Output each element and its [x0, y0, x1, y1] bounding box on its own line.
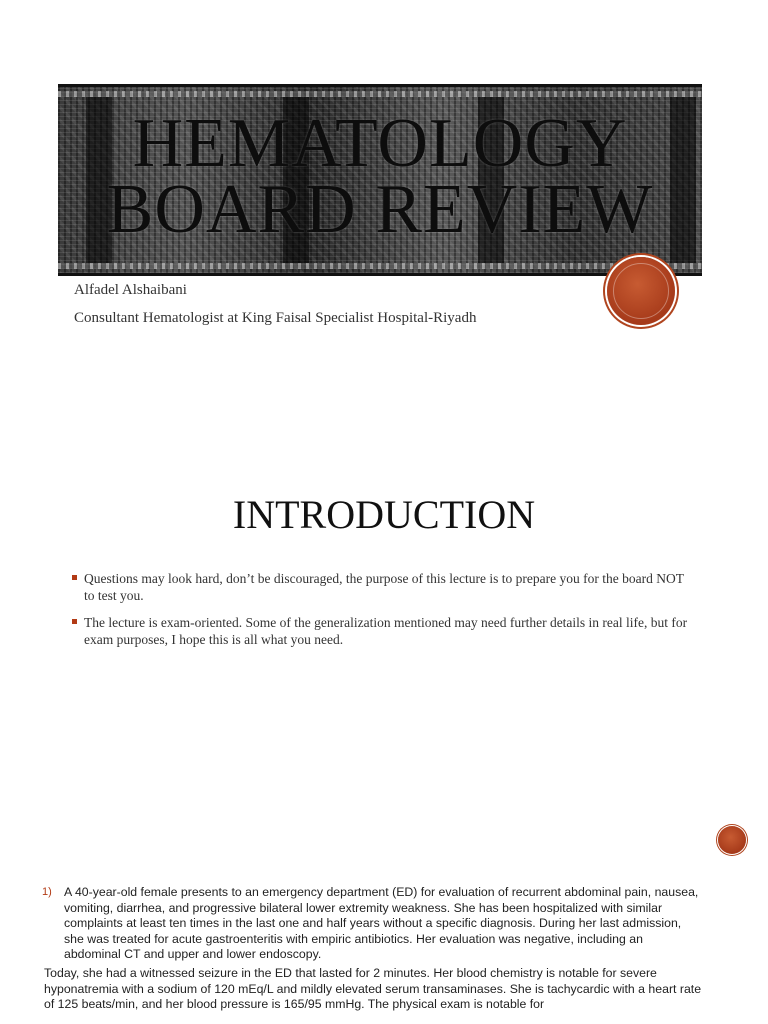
bullet-text: Questions may look hard, don’t be discouraged, the purpose of this lecture is to prepare you for the board NOT to test you.	[84, 571, 684, 603]
author-affiliation: Consultant Hematologist at King Faisal Specialist Hospital-Riyadh	[74, 310, 477, 326]
case-question	[42, 885, 702, 1013]
title-line-1: HEMATOLOGY	[132, 105, 628, 182]
author-name: Alfadel Alshaibani	[74, 282, 187, 298]
introduction-heading: INTRODUCTION	[232, 492, 536, 537]
decorative-circle-icon	[607, 257, 675, 325]
bullet-square-icon	[72, 575, 77, 580]
case-text-2: Today, she had a witnessed seizure in the ED that lasted for 2 minutes. Her blood chemistry is notable for severe hyponatremia with a sodium of 120 mEq/L and mildly elevated serum transaminases. She is tachycardic with a heart rate of 125 beats/min, and her blood pressure is 165/95 mmHg. The physical exam is notable for	[44, 965, 702, 1012]
title-banner	[58, 84, 702, 276]
introduction-bullet-list	[72, 570, 692, 658]
presentation-title	[58, 105, 702, 248]
list-item	[72, 570, 692, 604]
case-text-1: A 40-year-old female presents to an emergency department (ED) for evaluation of recurrent abdominal pain, nausea, vomiting, diarrhea, and progressive bilateral lower extremity weakness. She has been hospitalized with similar complaints at least ten times in the last one and half years without a specific diagnosis. During her last admission, she was treated for acute gastroenteritis with empiric antibiotics. Her evaluation was negative, including an abdominal CT and upper and lower endoscopy.	[64, 885, 699, 962]
list-item	[72, 614, 692, 648]
bullet-text: The lecture is exam-oriented. Some of the generalization mentioned may need further details in real life, but for exam purposes, I hope this is all what you need.	[84, 615, 688, 647]
case-paragraph-1	[42, 885, 702, 963]
case-paragraph-2	[42, 966, 702, 1013]
decorative-circle-icon	[718, 826, 746, 854]
title-line-2: BOARD REVIEW	[106, 171, 654, 248]
question-number: 1)	[42, 886, 52, 898]
bullet-square-icon	[72, 619, 77, 624]
